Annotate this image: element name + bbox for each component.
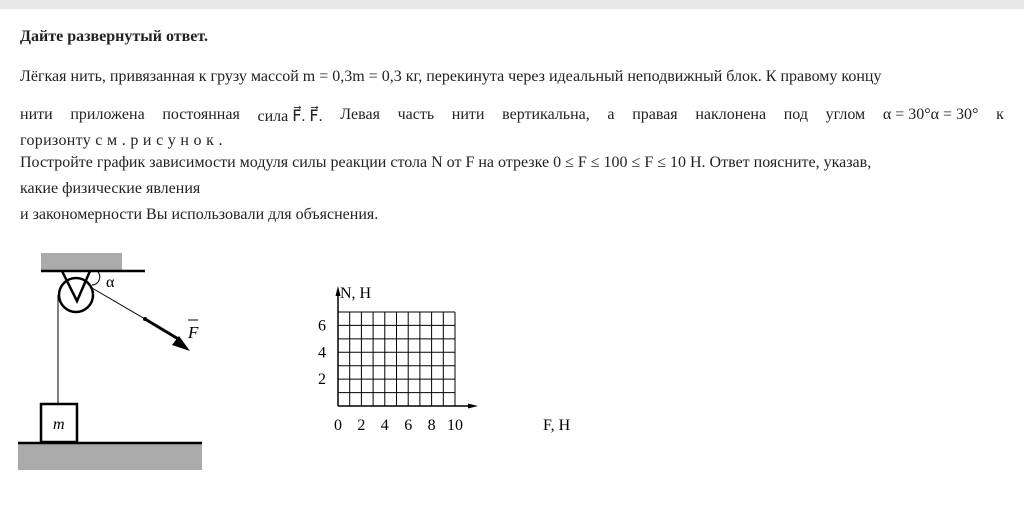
- force-arrow: [145, 319, 180, 340]
- word: α = 30°α = 30°: [882, 106, 979, 123]
- figures: [0, 240, 1024, 511]
- ceiling: [41, 253, 122, 271]
- floor: [18, 443, 202, 470]
- word: сила F⃗. F⃗.: [257, 108, 323, 125]
- word: наклонена: [695, 106, 767, 123]
- word: нити: [20, 106, 53, 123]
- word: углом: [825, 106, 866, 123]
- graph-grid: [318, 285, 571, 434]
- x-axis-arrow: [468, 404, 478, 409]
- x-tick-label: 6: [404, 417, 413, 434]
- y-tick-label: 4: [318, 344, 326, 362]
- word: нити: [451, 106, 485, 123]
- angle-arc: [92, 272, 100, 285]
- word: к: [996, 106, 1004, 123]
- word: вертикальна,: [502, 106, 590, 123]
- word: а: [607, 106, 615, 123]
- y-tick-label: 6: [318, 317, 326, 335]
- task-text-line-justified: [20, 106, 1004, 126]
- pulley-mount: [62, 271, 90, 301]
- word: часть: [397, 106, 435, 123]
- task-text-line: и закономерности Вы использовали для объяснения.: [20, 206, 379, 223]
- x-tick-label: 0: [334, 417, 342, 434]
- x-tick-label: 8: [427, 417, 436, 434]
- angle-label: α: [106, 274, 115, 291]
- word: постоянная: [162, 106, 240, 123]
- task-text-line: какие физические явления: [20, 180, 201, 197]
- task-heading: Дайте развернутый ответ.: [20, 28, 208, 45]
- word: Левая: [340, 106, 380, 123]
- word: под: [783, 106, 808, 123]
- top-bar: [0, 0, 1024, 9]
- force-label: F: [188, 323, 199, 342]
- x-tick-label: 2: [357, 417, 366, 434]
- pulley: [59, 278, 93, 312]
- task-text-line: Лёгкая нить, привязанная к грузу массой m = 0,3m = 0,3 кг, перекинута через идеальный неподвижный блок. К правому концу: [20, 68, 882, 85]
- task-text-line: горизонту с м . р и с у н о к .: [20, 132, 223, 149]
- word: приложена: [70, 106, 145, 123]
- block-label: m: [53, 416, 65, 433]
- task-text-line: Постройте график зависимости модуля силы реакции стола N от F на отрезке 0 ≤ F ≤ 100 ≤ F ≤ 10 Н. Ответ поясните, указав,: [20, 154, 872, 171]
- x-axis-label: F, Н: [543, 417, 571, 434]
- y-tick-label: 2: [318, 371, 326, 389]
- string-right: [92, 288, 145, 319]
- x-tick-label: 4: [380, 417, 389, 434]
- y-axis-label: N, Н: [340, 285, 372, 302]
- pulley-diagram: [18, 253, 202, 470]
- x-tick-label: 10: [447, 417, 463, 434]
- word: правая: [632, 106, 678, 123]
